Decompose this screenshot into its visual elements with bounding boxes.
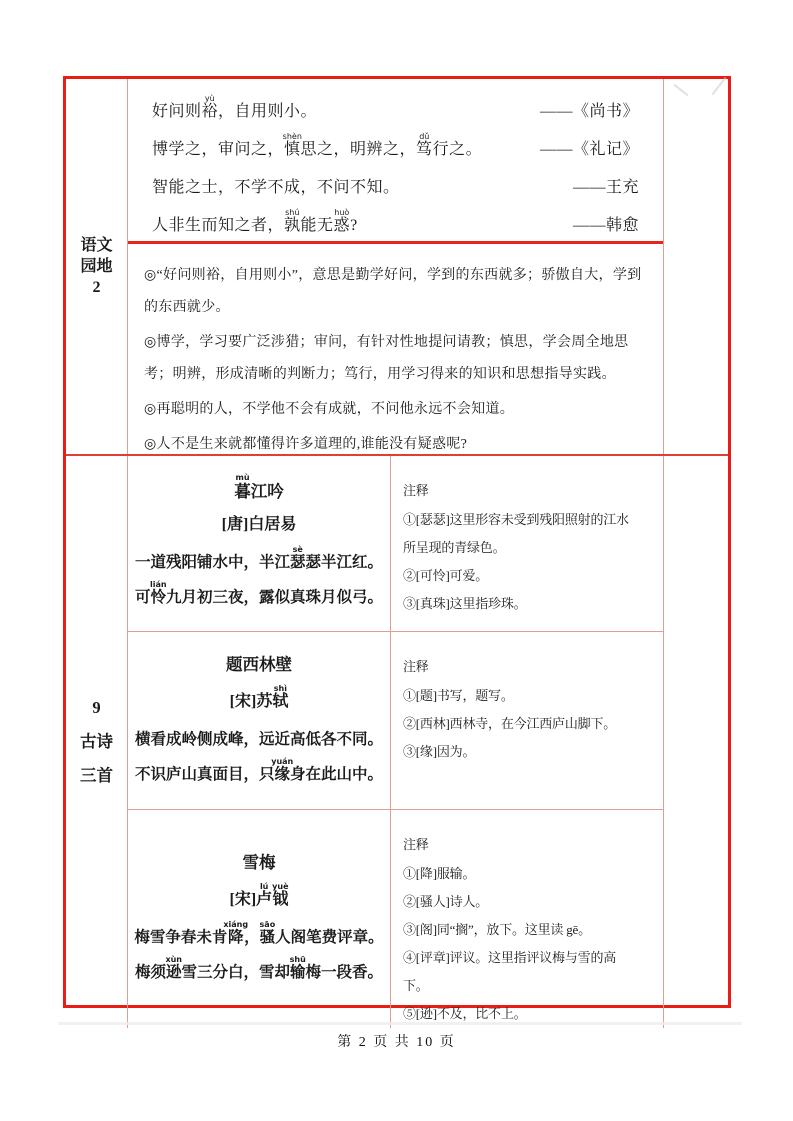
- quote-text: 人非生而知之者，孰shú能无惑huò?: [152, 208, 358, 234]
- note-item: ①[瑟瑟]这里形容未受到残阳照射的江水所呈现的青绿色。: [403, 512, 629, 555]
- quotes-section: [128, 79, 663, 244]
- notes-title: 注释: [403, 659, 429, 674]
- quote-line: [152, 169, 639, 207]
- empty-margin-column: [664, 79, 728, 454]
- notes-title: 注释: [403, 837, 429, 852]
- note-item: ①[降]服输。: [403, 866, 476, 881]
- note-item: ③[阁]同“搁”，放下。这里读 gē。: [403, 922, 591, 937]
- unit-content: [128, 79, 664, 454]
- quote-source: ——《尚书》: [539, 103, 639, 120]
- scan-shadow-band: [58, 1022, 742, 1025]
- notes-title: 注释: [403, 483, 429, 498]
- poem-block: [128, 456, 391, 631]
- unit-row-language-garden: [66, 79, 728, 456]
- note-item: ①[题]书写，题写。: [403, 688, 514, 703]
- lesson-label-line: 三首: [80, 766, 113, 785]
- quote-text: 智能之士，不学不成，不问不知。: [152, 179, 400, 196]
- poem-line: 梅雪争春未肯降xiáng，骚sāo人阁笔费评章。: [134, 920, 384, 946]
- poem-line: 一道残阳铺水中，半江瑟sè瑟半江红。: [134, 544, 384, 571]
- quote-line: [152, 207, 639, 245]
- study-sheet-table: [63, 76, 731, 1021]
- unit-label: [66, 79, 128, 454]
- poem-subrow-xuemei: [128, 810, 663, 1028]
- poems-content: [128, 456, 664, 1028]
- quote-text: 好问则裕yù，自用则小。: [152, 94, 318, 120]
- poem-notes: [391, 632, 663, 809]
- quote-source: ——王充: [572, 179, 639, 196]
- note-item: ②[骚人]诗人。: [403, 894, 489, 909]
- lesson-row-ancient-poems: [66, 456, 728, 1028]
- poem-subrow-tixilinbi: [128, 632, 663, 810]
- poem-subrow-mujiangyin: [128, 456, 663, 632]
- explanation-item: ◎“好问则裕，自用则小”，意思是勤学好问，学到的东西就多；骄傲自大，学到的东西就少。: [144, 268, 642, 315]
- explanation-item: ◎人不是生来就都懂得许多道理的,谁能没有疑惑呢?: [144, 437, 468, 452]
- lesson-label-line: 9: [92, 698, 101, 717]
- unit-label-line: 2: [92, 279, 101, 296]
- quote-text: 博学之，审问之，慎shèn思之，明辨之，笃dǔ行之。: [152, 132, 483, 158]
- poem-notes: [391, 456, 663, 631]
- explanation-item: ◎博学，学习要广泛涉猎；审问，有针对性地提问请教；慎思，学会周全地思考；明辨，形成清晰的判断力；笃行，用学习得来的知识和思想指导实践。: [144, 335, 629, 382]
- note-item: ③[缘]因为。: [403, 744, 476, 759]
- poem-line: 梅须逊xùn雪三分白，雪却输shū梅一段香。: [134, 955, 384, 981]
- quote-source: ——《礼记》: [539, 141, 639, 158]
- poem-author: [唐]白居易: [221, 515, 297, 533]
- poem-block: [128, 632, 391, 809]
- quote-line: [152, 131, 639, 169]
- poem-title: 题西林壁: [226, 654, 292, 674]
- poem-author: [宋]苏轼shì: [229, 683, 289, 710]
- lesson-label: [66, 456, 128, 1028]
- scan-artifact-mark: [711, 77, 726, 96]
- poem-block: [128, 810, 391, 1028]
- note-item: ⑤[逊]不及，比不上。: [403, 1006, 527, 1021]
- unit-label-line: 园地: [80, 258, 113, 275]
- poem-line: 可怜lián九月初三夜，露似真珠月似弓。: [134, 579, 384, 606]
- poem-line: 横看成岭侧成峰，远近高低各不同。: [134, 730, 383, 748]
- page-footer: 第 2 页 共 10 页: [337, 1035, 456, 1050]
- quote-line: [152, 93, 639, 131]
- note-item: ②[西林]西林寺，在今江西庐山脚下。: [403, 716, 617, 731]
- empty-margin-column: [664, 456, 728, 1028]
- lesson-label-line: 古诗: [80, 732, 113, 751]
- poem-author: [宋]卢lú钺yuè: [229, 882, 289, 908]
- scan-artifact-mark: [673, 84, 688, 97]
- note-item: ③[真珠]这里指珍珠。: [403, 596, 527, 611]
- poem-title: 暮mù江吟: [234, 472, 284, 501]
- poem-line: 不识庐山真面目，只缘yuán身在此山中。: [134, 756, 384, 783]
- unit-label-line: 语文: [80, 237, 113, 254]
- quote-source: ——韩愈: [572, 217, 639, 234]
- poem-title: 雪梅: [242, 853, 276, 872]
- explanation-item: ◎再聪明的人，不学他不会有成就，不问他永远不会知道。: [144, 402, 515, 417]
- note-item: ④[评章]评议。这里指评议梅与雪的高下。: [403, 950, 617, 993]
- explanations-section: [128, 244, 663, 464]
- poem-notes: [391, 810, 663, 1028]
- note-item: ②[可怜]可爱。: [403, 568, 489, 583]
